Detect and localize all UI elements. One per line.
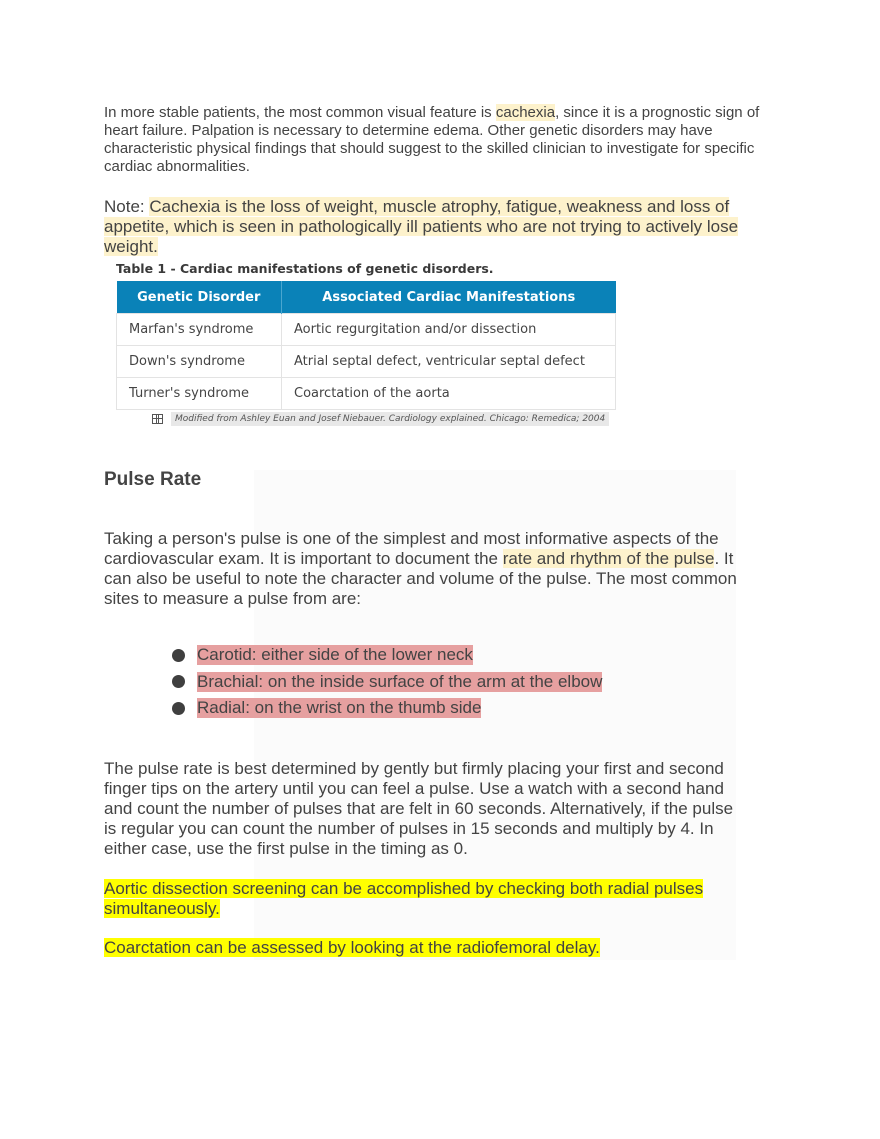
list-item — [172, 669, 602, 696]
note-label: Note: — [104, 197, 150, 216]
table-cell: Down's syndrome — [117, 346, 282, 378]
bullet-icon — [172, 675, 185, 688]
source-text: Modified from Ashley Euan and Josef Niebauer. Cardiology explained. Chicago: Remedica; 2004 — [171, 412, 609, 426]
intro-paragraph — [104, 104, 784, 176]
pulse-sites-list — [172, 642, 602, 722]
pulse-text-after: . It can also be useful to note the character and volume of the pulse. The most common sites to measure a pulse from are: — [104, 549, 737, 608]
note-paragraph — [104, 197, 764, 257]
aortic-dissection-note — [104, 879, 764, 919]
table-cell: Turner's syndrome — [117, 378, 282, 410]
table-caption: Table 1 - Cardiac manifestations of genetic disorders. — [116, 261, 494, 276]
table-cell: Marfan's syndrome — [117, 314, 282, 346]
column-header-manifestations: Associated Cardiac Manifestations — [282, 281, 616, 314]
table-cell: Aortic regurgitation and/or dissection — [282, 314, 616, 346]
table-row — [117, 378, 616, 410]
intro-text-before: In more stable patients, the most common visual feature is — [104, 104, 496, 121]
table-cell: Atrial septal defect, ventricular septal defect — [282, 346, 616, 378]
table-header-row — [117, 281, 616, 314]
site-carotid: Carotid: either side of the lower neck — [197, 645, 473, 665]
table-source — [152, 410, 609, 427]
aortic-note-text: Aortic dissection screening can be accomplished by checking both radial pulses simultaneously. — [104, 879, 704, 918]
table-row — [117, 346, 616, 378]
cachexia-highlight: cachexia — [495, 104, 556, 121]
table-row — [117, 314, 616, 346]
bullet-icon — [172, 702, 185, 715]
site-radial: Radial: on the wrist on the thumb side — [197, 698, 482, 718]
table-icon — [152, 414, 163, 424]
coarct-note-text: Coarctation can be assessed by looking at the radiofemoral delay. — [104, 938, 600, 957]
coarctation-note — [104, 938, 764, 958]
intro-text-after: , since it is a prognostic sign of heart failure. Palpation is necessary to determine edema. Other genetic disorders may have characteristic physical findings that should suggest to the skilled clinician to investigate for specific cardiac abnormalities. — [104, 104, 760, 175]
column-header-disorder: Genetic Disorder — [117, 281, 282, 314]
note-text: Cachexia is the loss of weight, muscle atrophy, fatigue, weakness and loss of appetite, which is seen in pathologically ill patients who are not trying to actively lose weight. — [104, 197, 739, 256]
genetic-disorders-table — [116, 281, 616, 410]
bullet-icon — [172, 649, 185, 662]
section-heading-pulse-rate: Pulse Rate — [104, 469, 202, 490]
pulse-intro-paragraph — [104, 529, 764, 609]
pulse-text-before: Taking a person's pulse is one of the simplest and most informative aspects of the cardiovascular exam. It is important to document the — [104, 529, 719, 568]
list-item — [172, 642, 602, 669]
pulse-rate-paragraph: The pulse rate is best determined by gently but firmly placing your first and second finger tips on the artery until you can feel a pulse. Use a watch with a second hand and count the number of pulses that are felt in 60 seconds. Alternatively, if the pulse is regular you can count the number of pulses in 15 seconds and multiply by 4. In either case, use the first pulse in the timing as 0. — [104, 759, 734, 858]
list-item — [172, 695, 602, 722]
rate-rhythm-highlight: rate and rhythm of the pulse — [502, 549, 715, 568]
site-brachial: Brachial: on the inside surface of the arm at the elbow — [197, 671, 603, 691]
table-cell: Coarctation of the aorta — [282, 378, 616, 410]
